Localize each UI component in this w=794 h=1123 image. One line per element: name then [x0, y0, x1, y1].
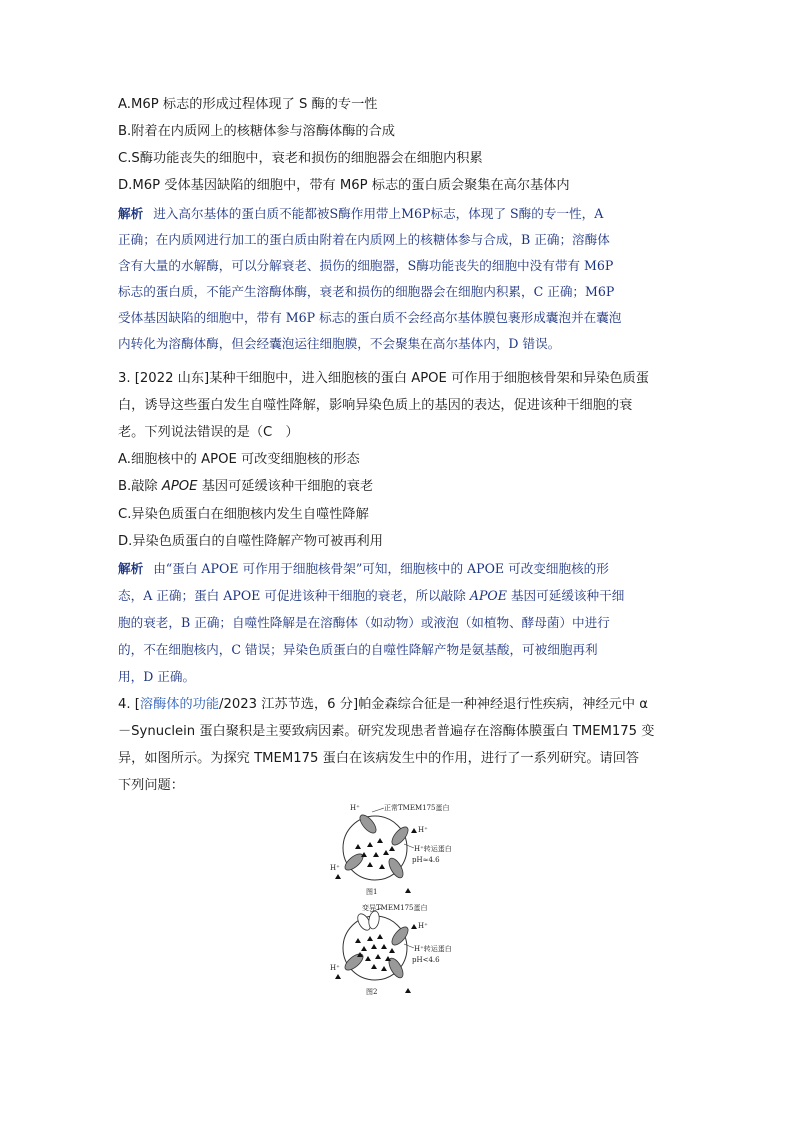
h-ion-label: H⁺ — [418, 826, 428, 834]
figure-caption: 图2 — [366, 988, 378, 996]
q2-explanation-line-2: 正确；在内质网进行加工的蛋白质由附着在内质网上的核糖体参与合成，B 正确；溶酶体 — [118, 232, 610, 247]
gene-name: APOE — [469, 588, 507, 603]
figure-1-lysosome-diagram — [330, 802, 470, 898]
q2-explanation-line-4: 标志的蛋白质，不能产生溶酶体酶，衰老和损伤的细胞器会在细胞内积累，C 正确；M6P — [118, 284, 615, 299]
q3-option-b: B.敲除 APOE 基因可延缓该种干细胞的衰老 — [118, 479, 374, 494]
figure-2-lysosome-diagram — [330, 902, 470, 998]
q4-stem-line-4: 下列问题： — [118, 778, 184, 793]
explanation-label: 解析 — [118, 206, 144, 221]
transporter-label: H⁺转运蛋白 — [414, 845, 452, 853]
q2-option-c: C.S酶功能丧失的细胞中，衰老和损伤的细胞器会在细胞内积累 — [118, 151, 483, 166]
q2-option-a: A.M6P 标志的形成过程体现了 S 酶的专一性 — [118, 97, 378, 112]
gene-name: APOE — [161, 479, 198, 494]
q2-explanation-line-3: 含有大量的水解酶，可以分解衰老、损伤的细胞器，S酶功能丧失的细胞中没有带有 M6P — [118, 258, 614, 273]
topic-tag: 溶酶体的功能 — [139, 697, 220, 712]
ph-label: pH≈4.6 — [412, 856, 440, 864]
q2-explanation-line-5: 受体基因缺陷的细胞中，带有 M6P 标志的蛋白质不会经高尔基体膜包裹形成囊泡并在囊泡 — [118, 310, 622, 325]
q2-explanation-line-1: 解析 进入高尔基体的蛋白质不能都被S酶作用带上M6P标志，体现了 S酶的专一性，A — [118, 206, 604, 221]
figure-caption: 图1 — [366, 888, 378, 896]
q3-option-a: A.细胞核中的 APOE 可改变细胞核的形态 — [118, 452, 360, 467]
q3-stem-line-2: 白，诱导这些蛋白发生自噬性降解，影响异染色质上的基因的表达，促进该种干细胞的衰 — [118, 398, 633, 413]
q4-stem-line-2: －Synuclein 蛋白聚积是主要致病因素。研究发现患者普遍存在溶酶体膜蛋白 TMEM175 变 — [118, 724, 655, 739]
h-ion-label: H⁺ — [330, 964, 340, 972]
q2-explanation-line-6: 内转化为溶酶体酶，但会经囊泡运往细胞膜，不会聚集在高尔基体内，D 错误。 — [118, 336, 561, 351]
q2-option-b: B.附着在内质网上的核糖体参与溶酶体酶的合成 — [118, 124, 395, 139]
q3-stem-line-1: 3. [2022 山东]某种干细胞中，进入细胞核的蛋白 APOE 可作用于细胞核骨架和异染色质蛋 — [118, 371, 649, 386]
h-ion-label: H⁺ — [350, 804, 360, 812]
q4-stem-line-1: 4. [溶酶体的功能/2023 江苏节选，6 分]帕金森综合征是一种神经退行性疾病，神经元中 α — [118, 697, 648, 712]
q4-stem-line-3: 异，如图所示。为探究 TMEM175 蛋白在该病发生中的作用，进行了一系列研究。请回答 — [118, 751, 640, 766]
ph-label: pH<4.6 — [412, 956, 440, 964]
h-ion-label: H⁺ — [330, 864, 340, 872]
protein-label: 变异TMEM175蛋白 — [362, 904, 428, 912]
explanation-label: 解析 — [118, 561, 144, 576]
q3-stem-line-3: 老。下列说法错误的是（C ） — [118, 425, 299, 440]
q3-explanation-line-1: 解析 由“蛋白 APOE 可作用于细胞核骨架”可知，细胞核中的 APOE 可改变细胞核的形 — [118, 561, 609, 576]
q3-explanation-line-3: 胞的衰老，B 正确；自噬性降解是在溶酶体（如动物）或液泡（如植物、酵母菌）中进行 — [118, 615, 610, 630]
q3-explanation-line-4: 的，不在细胞核内，C 错误；异染色质蛋白的自噬性降解产物是氨基酸，可被细胞再利 — [118, 642, 598, 657]
q3-option-c: C.异染色质蛋白在细胞核内发生自噬性降解 — [118, 507, 369, 522]
h-ion-label: H⁺ — [418, 922, 428, 930]
protein-label: 正常TMEM175蛋白 — [384, 804, 450, 812]
q3-option-d: D.异染色质蛋白的自噬性降解产物可被再利用 — [118, 534, 383, 549]
q3-explanation-line-2: 态，A 正确；蛋白 APOE 可促进该种干细胞的衰老，所以敲除 APOE 基因可延缓该种干细 — [118, 588, 625, 603]
q2-option-d: D.M6P 受体基因缺陷的细胞中，带有 M6P 标志的蛋白质会聚集在高尔基体内 — [118, 178, 570, 193]
transporter-label: H⁺转运蛋白 — [414, 945, 452, 953]
q3-explanation-line-5: 用，D 正确。 — [118, 669, 196, 684]
